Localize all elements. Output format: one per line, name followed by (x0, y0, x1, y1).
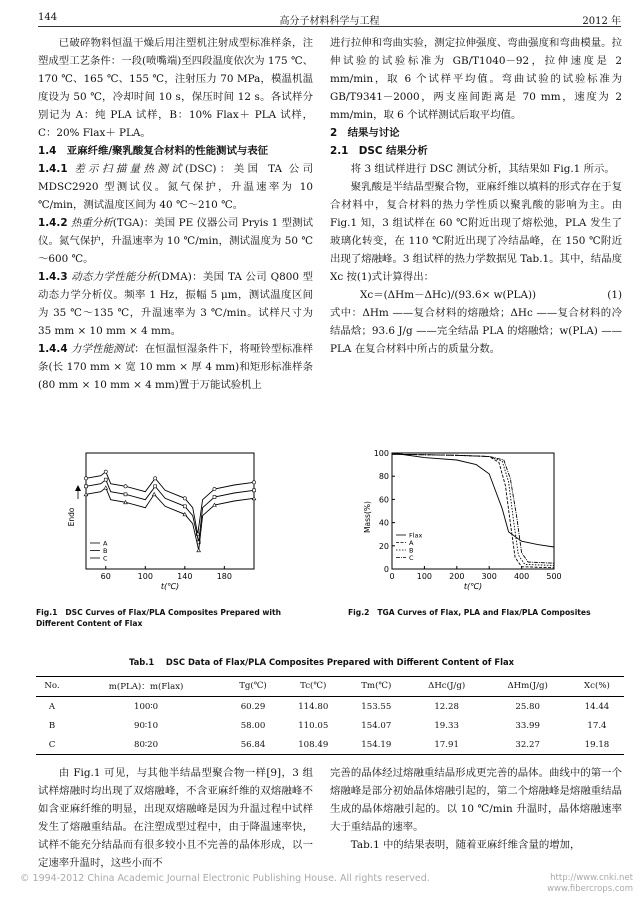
table-cell: 17.4 (587, 721, 607, 731)
fig2-caption-text: TGA Curves of Flax, PLA and Flax/PLA Composites (377, 608, 591, 617)
fig2-plot-frame (392, 453, 554, 569)
body-paragraph: 完善的晶体经过熔融重结晶形成更完善的晶体。曲线中的第一个熔融峰是部分初始晶体熔融引起的，第二个熔融峰是熔融重结晶生成的晶体熔融引起的。以 10 ℃/min 升温时，晶体熔融速率大于重结晶的速率。 (330, 767, 622, 833)
subsection-paragraph (38, 340, 313, 394)
fig1-point-B (154, 485, 157, 488)
fig2-caption (348, 607, 628, 618)
fig1-caption (36, 607, 306, 629)
equation-number: (1) (607, 289, 622, 301)
table-header-cell: ΔHm(J/g) (485, 677, 570, 697)
body-paragraph: 聚乳酸是半结晶型聚合物，亚麻纤维以填料的形式存在于复合材料中，复合材料的热力学性质以聚乳酸的影响为主。由 Fig.1 知，3 组试样在 60 ℃附近出现了熔松弛，PLA 发生了玻璃化转变，在 110 ℃附近出现了冷结晶峰，在 150 ℃附近出现了熔融峰。3 组试样的热力学数据见 Tab.1。其中，结晶度 Xc 按(1)式计算得出： (330, 181, 622, 283)
fig2-series-B (392, 454, 554, 565)
subsection-paragraph (38, 268, 313, 340)
table-row (36, 735, 624, 755)
section-heading: 2.1 DSC 结果分析 (330, 145, 428, 157)
table-header-cell: m(PLA)：m(Flax) (68, 677, 224, 697)
table-cell: 19.18 (570, 735, 624, 755)
fig2-legend-label: B (409, 546, 414, 555)
body-paragraph: 进行拉伸和弯曲实验，测定拉伸强度、弯曲强度和弯曲模量。拉伸试验的试验标准为 GB/T1040－92，拉伸速度是 2 mm/min，取 6 个试样平均值。弯曲试验的试验标准为 GB/T9341－2000，两支座间距离是 70 mm，速度为 2 mm/min，取 6 个试样测试后取平均值。 (330, 37, 622, 121)
subsection-text: ：在恒温恒湿条件下，将哑铃型标准样条(长 170 mm × 宽 10 mm × 厚 4 mm)和矩形标准样条(80 mm × 10 mm × 4 mm)置于万能试验机上 (38, 343, 314, 391)
table-cell: C (36, 735, 68, 755)
table1-caption (0, 657, 643, 667)
subsection-title: 差示扫描量热测试 (74, 163, 185, 175)
table-header-cell: No. (36, 677, 68, 697)
table-cell: A (48, 702, 56, 712)
fig2-x-tick-label: 300 (481, 572, 497, 581)
fig1-point-B (104, 478, 107, 481)
fig1-x-tick-label: 140 (177, 572, 193, 581)
table-header-row (36, 677, 624, 697)
fig1-caption-number: Fig.1 (36, 608, 58, 617)
fig2-tga-chart (362, 447, 572, 592)
fig2-y-tick-label: 100 (373, 449, 389, 458)
equation-1 (330, 286, 622, 304)
subsection-title: 动态力学性能分析 (71, 271, 158, 283)
subsection-text: (TGA)：美国 PE 仪器公司 Pryis 1 型测试仪。氮气保护，升温速率为 10 ℃/min，测试温度为 50 ℃～600 ℃。 (38, 217, 314, 265)
fig2-series-C (392, 454, 554, 563)
subsection-number: 1.4.1 (38, 163, 68, 175)
fig1-legend-label: A (103, 539, 108, 548)
table-row (36, 716, 624, 735)
fig1-dsc-chart (64, 447, 260, 592)
table-cell: 100∶0 (134, 702, 159, 712)
table-header-cell: ΔHc(J/g) (408, 677, 486, 697)
fig2-x-tick-label: 0 (389, 572, 395, 581)
subsection-title: 热重分析 (70, 217, 113, 229)
subsection-paragraph (38, 160, 313, 214)
table-cell: 90∶10 (134, 721, 159, 731)
fig2-y-label: Mass(%) (363, 501, 372, 533)
body-paragraph: 已破碎物料恒温干燥后用注塑机注射成型标准样条，注塑成型工艺条件：一段(喷嘴端)至四段温度依次为 175 ℃、170 ℃、165 ℃、155 ℃，注射压力 70 MPa，模温机温度设为 50 ℃，冷却时间 10 s，保压时间 12 s。各试样分别记为 A：纯 PLA 试样，B：10% Flax＋ PLA 试样，C：20% Flax＋ PLA。 (38, 37, 313, 139)
fig1-point-A (104, 470, 107, 473)
table-cell: 110.05 (298, 721, 329, 731)
fig1-point-B (253, 489, 256, 492)
table-cell: 108.49 (282, 735, 345, 755)
fig1-caption-text: DSC Curves of Flax/PLA Composites Prepared with Different Content of Flax (36, 608, 282, 628)
fig1-point-C (152, 493, 156, 496)
subsection-title: 力学性能测试 (71, 343, 135, 355)
left-column (38, 34, 313, 394)
subsection-paragraph (38, 214, 313, 268)
table-header-cell: Xc(%) (570, 677, 624, 697)
table-cell: 56.84 (224, 735, 282, 755)
table-cell: 19.33 (434, 721, 459, 731)
table1-caption-number: Tab.1 (128, 657, 155, 667)
table-row (36, 697, 624, 717)
right-column (330, 34, 622, 358)
fig1-point-A (154, 477, 157, 480)
subsection-text: (DMA)：美国 TA 公司 Q800 型动态力学分析仪。频率 1 Hz，振幅 5 μm，测试温度区间为 35 ℃～135 ℃，升温速率为 3 ℃/min。试样尺寸为 35 mm × 10 mm × 4 mm。 (38, 271, 314, 337)
table-cell: 25.80 (515, 702, 540, 712)
bottom-left-paragraph: 由 Fig.1 可见，与其他半结晶型聚合物一样[9]，3 组试样熔融时均出现了双熔融峰，不含亚麻纤维的双熔融峰不如含亚麻纤维的明显，出现双熔融峰是因为升温过程中试样发生了熔融重结晶。在注塑成型过程中，由于降温速率快，试样不能充分结晶而有很多较小且不完善的晶体形成，以一定速率升温时，这些小而不 (38, 767, 313, 869)
fig2-legend-label: Flax (409, 531, 423, 540)
journal-name: 高分子材料科学与工程 (279, 16, 380, 27)
table-cell: 114.80 (298, 702, 329, 712)
fig2-x-tick-label: 200 (449, 572, 465, 581)
fig2-series-A (392, 454, 554, 568)
fig2-x-label: t(℃) (463, 582, 483, 591)
fig1-point-C (197, 549, 201, 552)
table-cell: 153.55 (361, 702, 392, 712)
table-cell: 33.99 (515, 721, 540, 731)
table-cell: 58.00 (240, 721, 266, 731)
fig1-series-C (86, 488, 254, 551)
fig1-point-A (84, 477, 87, 480)
running-header (38, 8, 621, 27)
table-header-cell: Tg(℃) (224, 677, 282, 697)
fig2-x-tick-label: 500 (546, 572, 562, 581)
fig2-y-tick-label: 0 (383, 565, 389, 574)
fig1-point-C (104, 486, 108, 489)
journal-year: 2012 年 (582, 16, 621, 27)
footer-link-fibercrops[interactable]: www.fibercrops.com (547, 884, 633, 894)
subsection-number: 1.4.4 (38, 343, 68, 355)
fig1-legend-label: B (103, 547, 108, 555)
page-footer (20, 873, 633, 894)
subsection-text: (DSC)：美国 TA 公司 MDSC2920 型测试仪。氮气保护，升温速率为 10 ℃/min，测试温度区间为 40 ℃～210 ℃。 (38, 163, 313, 211)
fig1-x-tick-label: 60 (100, 572, 111, 581)
fig2-caption-number: Fig.2 (348, 608, 370, 617)
fig1-x-tick-label: 180 (216, 572, 232, 581)
section-heading: 2 结果与讨论 (330, 127, 400, 139)
fig1-series-B (86, 480, 254, 543)
table-cell: 12.28 (434, 702, 459, 712)
fig2-x-tick-label: 100 (416, 572, 433, 581)
fig1-endo-arrowhead (75, 485, 81, 491)
table-header-cell: Tc(℃) (282, 677, 345, 697)
table-cell: 80∶20 (68, 735, 224, 755)
fig2-y-tick-label: 60 (378, 495, 389, 505)
fig1-point-B (213, 496, 216, 499)
body-paragraph: 式中：ΔHm ——复合材料的熔融焓；ΔHc ——复合材料的冷结晶焓；93.6 J/g ——完全结晶 PLA 的熔融焓；w(PLA) ——PLA 在复合材料中所占的质量分数。 (330, 307, 622, 355)
fig1-x-label: t(℃) (160, 582, 180, 591)
subsection-number: 1.4.2 (38, 217, 68, 229)
fig1-legend-label: C (103, 554, 108, 563)
fig1-point-A (183, 497, 186, 500)
copyright-notice: © 1994-2012 China Academic Journal Electronic Publishing House. All rights reserved. (20, 873, 430, 884)
table-cell: 60.29 (240, 702, 266, 712)
table1-dsc-data (36, 676, 624, 755)
fig1-point-B (85, 485, 88, 488)
fig1-y-label: Endo (67, 507, 76, 527)
table-cell: 14.44 (584, 702, 610, 712)
footer-link-cnki[interactable]: http://www.cnki.net (550, 873, 633, 883)
body-paragraph: 将 3 组试样进行 DSC 测试分析，其结果如 Fig.1 所示。 (350, 163, 615, 175)
fig1-point-A (213, 487, 216, 490)
fig2-x-tick-label: 400 (513, 572, 530, 581)
fig2-y-tick-label: 80 (378, 472, 389, 482)
fig1-series-A (86, 472, 254, 535)
fig1-point-B (124, 493, 127, 496)
fig2-y-tick-label: 20 (378, 541, 389, 551)
fig2-legend-label: A (409, 539, 414, 547)
fig1-point-A (252, 481, 255, 484)
table-cell: 154.07 (361, 721, 392, 731)
section-heading: 1.4 亚麻纤维/聚乳酸复合材料的性能测试与表征 (38, 145, 269, 157)
fig2-legend-label: C (409, 554, 414, 562)
bottom-right-column (330, 764, 622, 854)
bottom-left-column (38, 764, 313, 872)
table-header-cell: Tm(℃) (345, 677, 408, 697)
equation-text: Xc＝(ΔHm－ΔHc)/(93.6× w(PLA)) (360, 289, 537, 301)
table1-caption-text: DSC Data of Flax/PLA Composites Prepared with Different Content of Flax (165, 657, 515, 667)
table-cell: 17.91 (408, 735, 486, 755)
page-number: 144 (38, 12, 58, 23)
fig2-y-tick-label: 40 (378, 518, 389, 528)
table-cell: 154.19 (345, 735, 408, 755)
table-cell: 32.27 (485, 735, 570, 755)
fig1-x-tick-label: 100 (137, 572, 153, 581)
fig1-point-B (183, 505, 186, 508)
body-paragraph: Tab.1 中的结果表明，随着亚麻纤维含量的增加， (350, 839, 581, 851)
fig1-plot-frame (86, 453, 254, 569)
subsection-number: 1.4.3 (38, 271, 68, 283)
fig1-point-A (124, 485, 127, 488)
table-cell: B (48, 721, 56, 731)
